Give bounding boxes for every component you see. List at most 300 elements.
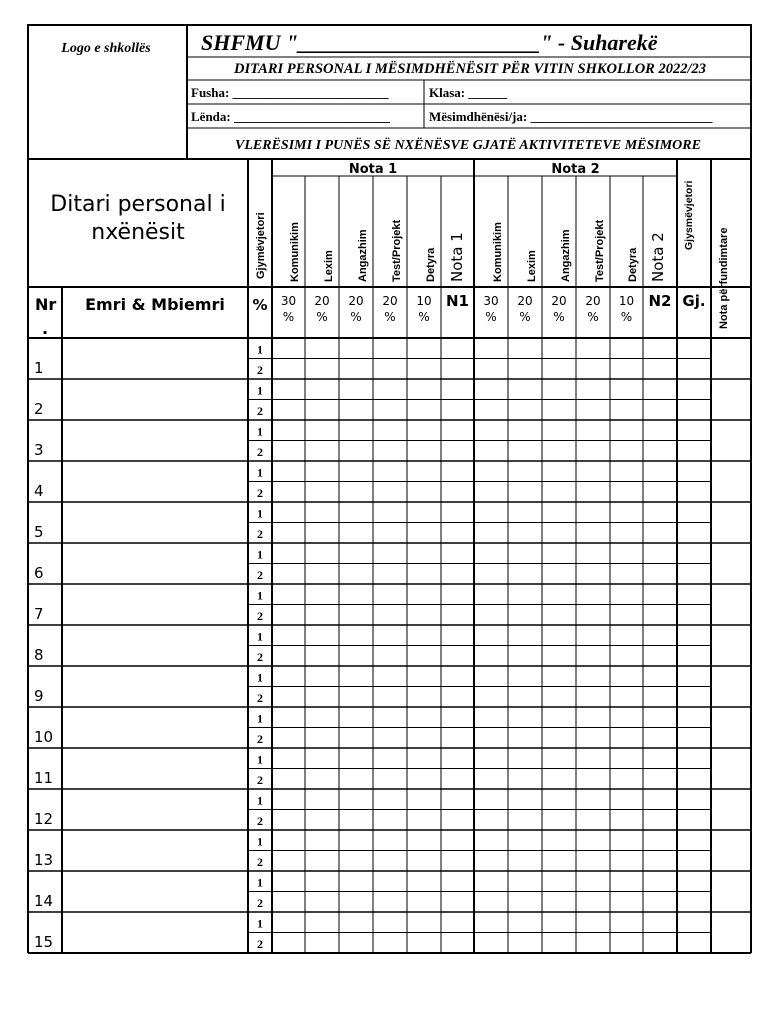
grade-cell[interactable] (441, 605, 474, 626)
grade-cell[interactable] (373, 871, 407, 892)
grade-cell[interactable] (407, 605, 441, 626)
student-name-cell[interactable] (62, 871, 248, 912)
grade-cell[interactable] (576, 543, 610, 564)
grade-cell[interactable] (576, 461, 610, 482)
grade-cell[interactable] (272, 482, 305, 503)
grade-cell[interactable] (272, 933, 305, 954)
grade-cell[interactable] (339, 379, 373, 400)
grade-cell[interactable] (576, 359, 610, 380)
grade-cell[interactable] (441, 523, 474, 544)
grade-cell[interactable] (373, 564, 407, 585)
grade-cell[interactable] (305, 543, 339, 564)
grade-cell[interactable] (441, 646, 474, 667)
grade-cell[interactable] (339, 502, 373, 523)
grade-cell[interactable] (542, 810, 576, 831)
grade-cell[interactable] (305, 687, 339, 708)
grade-cell[interactable] (643, 502, 677, 523)
grade-cell[interactable] (610, 625, 643, 646)
grade-cell[interactable] (508, 666, 542, 687)
grade-cell[interactable] (474, 338, 508, 359)
grade-cell[interactable] (610, 605, 643, 626)
grade-cell[interactable] (474, 892, 508, 913)
grade-cell[interactable] (643, 810, 677, 831)
grade-cell[interactable] (508, 789, 542, 810)
grade-cell[interactable] (542, 707, 576, 728)
grade-cell[interactable] (576, 584, 610, 605)
grade-cell[interactable] (643, 441, 677, 462)
student-name-cell[interactable] (62, 707, 248, 748)
grade-cell[interactable] (677, 646, 711, 667)
grade-cell[interactable] (542, 420, 576, 441)
grade-cell[interactable] (474, 646, 508, 667)
grade-cell[interactable] (441, 830, 474, 851)
student-name-cell[interactable] (62, 461, 248, 502)
student-name-cell[interactable] (62, 420, 248, 461)
grade-cell[interactable] (407, 441, 441, 462)
grade-cell[interactable] (542, 359, 576, 380)
grade-cell[interactable] (474, 420, 508, 441)
grade-cell[interactable] (441, 625, 474, 646)
final-grade-cell[interactable] (711, 420, 751, 461)
grade-cell[interactable] (508, 359, 542, 380)
subject-blank[interactable]: ________________________ (233, 109, 390, 124)
student-name-cell[interactable] (62, 830, 248, 871)
grade-cell[interactable] (305, 523, 339, 544)
grade-cell[interactable] (339, 605, 373, 626)
final-grade-cell[interactable] (711, 584, 751, 625)
student-name-cell[interactable] (62, 625, 248, 666)
grade-cell[interactable] (441, 912, 474, 933)
grade-cell[interactable] (610, 482, 643, 503)
grade-cell[interactable] (508, 605, 542, 626)
grade-cell[interactable] (610, 400, 643, 421)
grade-cell[interactable] (576, 482, 610, 503)
grade-cell[interactable] (407, 830, 441, 851)
grade-cell[interactable] (474, 851, 508, 872)
grade-cell[interactable] (643, 871, 677, 892)
grade-cell[interactable] (643, 666, 677, 687)
grade-cell[interactable] (677, 420, 711, 441)
grade-cell[interactable] (339, 461, 373, 482)
grade-cell[interactable] (373, 933, 407, 954)
grade-cell[interactable] (272, 461, 305, 482)
grade-cell[interactable] (474, 564, 508, 585)
grade-cell[interactable] (407, 379, 441, 400)
student-name-cell[interactable] (62, 502, 248, 543)
grade-cell[interactable] (272, 789, 305, 810)
grade-cell[interactable] (305, 789, 339, 810)
grade-cell[interactable] (272, 338, 305, 359)
grade-cell[interactable] (677, 400, 711, 421)
grade-cell[interactable] (272, 748, 305, 769)
grade-cell[interactable] (677, 933, 711, 954)
grade-cell[interactable] (474, 502, 508, 523)
grade-cell[interactable] (272, 810, 305, 831)
grade-cell[interactable] (407, 769, 441, 790)
grade-cell[interactable] (474, 687, 508, 708)
grade-cell[interactable] (542, 892, 576, 913)
grade-cell[interactable] (373, 338, 407, 359)
grade-cell[interactable] (576, 912, 610, 933)
grade-cell[interactable] (441, 379, 474, 400)
grade-cell[interactable] (542, 441, 576, 462)
grade-cell[interactable] (407, 564, 441, 585)
grade-cell[interactable] (610, 769, 643, 790)
grade-cell[interactable] (407, 338, 441, 359)
grade-cell[interactable] (407, 625, 441, 646)
grade-cell[interactable] (474, 789, 508, 810)
grade-cell[interactable] (272, 564, 305, 585)
grade-cell[interactable] (610, 502, 643, 523)
teacher-blank[interactable]: ____________________________ (530, 109, 713, 124)
grade-cell[interactable] (339, 523, 373, 544)
grade-cell[interactable] (610, 687, 643, 708)
grade-cell[interactable] (677, 584, 711, 605)
grade-cell[interactable] (610, 584, 643, 605)
grade-cell[interactable] (542, 605, 576, 626)
grade-cell[interactable] (677, 338, 711, 359)
grade-cell[interactable] (305, 400, 339, 421)
grade-cell[interactable] (508, 564, 542, 585)
final-grade-cell[interactable] (711, 912, 751, 953)
grade-cell[interactable] (508, 646, 542, 667)
grade-cell[interactable] (272, 871, 305, 892)
final-grade-cell[interactable] (711, 789, 751, 830)
grade-cell[interactable] (272, 687, 305, 708)
grade-cell[interactable] (474, 912, 508, 933)
grade-cell[interactable] (576, 933, 610, 954)
grade-cell[interactable] (373, 420, 407, 441)
grade-cell[interactable] (508, 338, 542, 359)
grade-cell[interactable] (305, 728, 339, 749)
grade-cell[interactable] (407, 461, 441, 482)
grade-cell[interactable] (576, 400, 610, 421)
grade-cell[interactable] (339, 769, 373, 790)
grade-cell[interactable] (339, 400, 373, 421)
grade-cell[interactable] (610, 461, 643, 482)
grade-cell[interactable] (576, 871, 610, 892)
grade-cell[interactable] (610, 666, 643, 687)
grade-cell[interactable] (272, 646, 305, 667)
grade-cell[interactable] (576, 441, 610, 462)
grade-cell[interactable] (677, 789, 711, 810)
grade-cell[interactable] (508, 400, 542, 421)
grade-cell[interactable] (508, 625, 542, 646)
grade-cell[interactable] (610, 892, 643, 913)
grade-cell[interactable] (373, 584, 407, 605)
grade-cell[interactable] (643, 584, 677, 605)
grade-cell[interactable] (677, 502, 711, 523)
grade-cell[interactable] (474, 748, 508, 769)
class-blank[interactable]: ______ (468, 85, 508, 100)
grade-cell[interactable] (339, 871, 373, 892)
school-blank[interactable]: ______________________ (298, 30, 541, 55)
grade-cell[interactable] (643, 605, 677, 626)
grade-cell[interactable] (441, 338, 474, 359)
grade-cell[interactable] (441, 461, 474, 482)
grade-cell[interactable] (677, 523, 711, 544)
grade-cell[interactable] (508, 769, 542, 790)
grade-cell[interactable] (272, 584, 305, 605)
grade-cell[interactable] (272, 892, 305, 913)
grade-cell[interactable] (305, 871, 339, 892)
grade-cell[interactable] (339, 564, 373, 585)
grade-cell[interactable] (542, 379, 576, 400)
grade-cell[interactable] (305, 359, 339, 380)
grade-cell[interactable] (305, 933, 339, 954)
grade-cell[interactable] (542, 646, 576, 667)
grade-cell[interactable] (677, 605, 711, 626)
grade-cell[interactable] (610, 810, 643, 831)
grade-cell[interactable] (508, 584, 542, 605)
grade-cell[interactable] (542, 502, 576, 523)
grade-cell[interactable] (610, 564, 643, 585)
grade-cell[interactable] (677, 461, 711, 482)
grade-cell[interactable] (339, 625, 373, 646)
grade-cell[interactable] (407, 523, 441, 544)
grade-cell[interactable] (508, 482, 542, 503)
grade-cell[interactable] (373, 625, 407, 646)
grade-cell[interactable] (373, 707, 407, 728)
grade-cell[interactable] (576, 605, 610, 626)
grade-cell[interactable] (508, 441, 542, 462)
grade-cell[interactable] (610, 728, 643, 749)
grade-cell[interactable] (508, 810, 542, 831)
grade-cell[interactable] (643, 748, 677, 769)
grade-cell[interactable] (441, 359, 474, 380)
grade-cell[interactable] (474, 523, 508, 544)
grade-cell[interactable] (508, 912, 542, 933)
grade-cell[interactable] (474, 441, 508, 462)
grade-cell[interactable] (576, 338, 610, 359)
grade-cell[interactable] (542, 482, 576, 503)
grade-cell[interactable] (407, 666, 441, 687)
grade-cell[interactable] (643, 482, 677, 503)
grade-cell[interactable] (373, 482, 407, 503)
grade-cell[interactable] (542, 666, 576, 687)
grade-cell[interactable] (643, 707, 677, 728)
grade-cell[interactable] (576, 646, 610, 667)
grade-cell[interactable] (305, 625, 339, 646)
grade-cell[interactable] (576, 420, 610, 441)
grade-cell[interactable] (407, 482, 441, 503)
grade-cell[interactable] (373, 461, 407, 482)
student-name-cell[interactable] (62, 912, 248, 953)
grade-cell[interactable] (474, 810, 508, 831)
grade-cell[interactable] (305, 748, 339, 769)
grade-cell[interactable] (677, 482, 711, 503)
grade-cell[interactable] (373, 810, 407, 831)
final-grade-cell[interactable] (711, 543, 751, 584)
grade-cell[interactable] (339, 646, 373, 667)
grade-cell[interactable] (441, 420, 474, 441)
grade-cell[interactable] (441, 769, 474, 790)
grade-cell[interactable] (542, 400, 576, 421)
grade-cell[interactable] (508, 851, 542, 872)
grade-cell[interactable] (542, 851, 576, 872)
grade-cell[interactable] (441, 666, 474, 687)
grade-cell[interactable] (407, 502, 441, 523)
grade-cell[interactable] (339, 748, 373, 769)
grade-cell[interactable] (339, 482, 373, 503)
grade-cell[interactable] (643, 400, 677, 421)
grade-cell[interactable] (339, 584, 373, 605)
grade-cell[interactable] (339, 441, 373, 462)
grade-cell[interactable] (508, 502, 542, 523)
grade-cell[interactable] (407, 748, 441, 769)
final-grade-cell[interactable] (711, 707, 751, 748)
grade-cell[interactable] (474, 584, 508, 605)
grade-cell[interactable] (373, 892, 407, 913)
grade-cell[interactable] (474, 400, 508, 421)
grade-cell[interactable] (305, 851, 339, 872)
grade-cell[interactable] (305, 564, 339, 585)
grade-cell[interactable] (474, 933, 508, 954)
grade-cell[interactable] (542, 769, 576, 790)
grade-cell[interactable] (474, 379, 508, 400)
grade-cell[interactable] (407, 687, 441, 708)
grade-cell[interactable] (643, 851, 677, 872)
grade-cell[interactable] (508, 748, 542, 769)
grade-cell[interactable] (576, 687, 610, 708)
grade-cell[interactable] (610, 789, 643, 810)
grade-cell[interactable] (508, 871, 542, 892)
grade-cell[interactable] (643, 830, 677, 851)
grade-cell[interactable] (441, 502, 474, 523)
student-name-cell[interactable] (62, 666, 248, 707)
grade-cell[interactable] (610, 748, 643, 769)
grade-cell[interactable] (508, 707, 542, 728)
grade-cell[interactable] (677, 769, 711, 790)
grade-cell[interactable] (474, 769, 508, 790)
final-grade-cell[interactable] (711, 871, 751, 912)
grade-cell[interactable] (441, 584, 474, 605)
student-name-cell[interactable] (62, 338, 248, 379)
grade-cell[interactable] (610, 543, 643, 564)
grade-cell[interactable] (441, 851, 474, 872)
grade-cell[interactable] (339, 810, 373, 831)
grade-cell[interactable] (643, 912, 677, 933)
grade-cell[interactable] (542, 728, 576, 749)
grade-cell[interactable] (643, 523, 677, 544)
grade-cell[interactable] (508, 933, 542, 954)
grade-cell[interactable] (305, 584, 339, 605)
grade-cell[interactable] (610, 646, 643, 667)
grade-cell[interactable] (576, 830, 610, 851)
grade-cell[interactable] (373, 400, 407, 421)
grade-cell[interactable] (407, 707, 441, 728)
grade-cell[interactable] (373, 646, 407, 667)
grade-cell[interactable] (407, 871, 441, 892)
grade-cell[interactable] (474, 707, 508, 728)
grade-cell[interactable] (339, 892, 373, 913)
grade-cell[interactable] (610, 441, 643, 462)
grade-cell[interactable] (576, 892, 610, 913)
grade-cell[interactable] (542, 871, 576, 892)
grade-cell[interactable] (643, 338, 677, 359)
grade-cell[interactable] (677, 810, 711, 831)
grade-cell[interactable] (272, 605, 305, 626)
grade-cell[interactable] (508, 379, 542, 400)
grade-cell[interactable] (508, 687, 542, 708)
grade-cell[interactable] (407, 359, 441, 380)
grade-cell[interactable] (272, 707, 305, 728)
grade-cell[interactable] (339, 830, 373, 851)
grade-cell[interactable] (610, 420, 643, 441)
final-grade-cell[interactable] (711, 830, 751, 871)
grade-cell[interactable] (474, 871, 508, 892)
grade-cell[interactable] (643, 687, 677, 708)
grade-cell[interactable] (677, 728, 711, 749)
grade-cell[interactable] (643, 728, 677, 749)
grade-cell[interactable] (441, 789, 474, 810)
grade-cell[interactable] (441, 543, 474, 564)
grade-cell[interactable] (677, 707, 711, 728)
grade-cell[interactable] (373, 379, 407, 400)
grade-cell[interactable] (407, 789, 441, 810)
grade-cell[interactable] (508, 461, 542, 482)
grade-cell[interactable] (272, 543, 305, 564)
grade-cell[interactable] (474, 461, 508, 482)
grade-cell[interactable] (474, 359, 508, 380)
grade-cell[interactable] (272, 379, 305, 400)
grade-cell[interactable] (407, 646, 441, 667)
grade-cell[interactable] (305, 502, 339, 523)
grade-cell[interactable] (643, 543, 677, 564)
grade-cell[interactable] (576, 379, 610, 400)
grade-cell[interactable] (305, 830, 339, 851)
grade-cell[interactable] (407, 810, 441, 831)
grade-cell[interactable] (610, 379, 643, 400)
grade-cell[interactable] (407, 851, 441, 872)
grade-cell[interactable] (508, 892, 542, 913)
final-grade-cell[interactable] (711, 461, 751, 502)
grade-cell[interactable] (677, 892, 711, 913)
grade-cell[interactable] (677, 666, 711, 687)
grade-cell[interactable] (643, 933, 677, 954)
grade-cell[interactable] (542, 584, 576, 605)
grade-cell[interactable] (272, 728, 305, 749)
grade-cell[interactable] (643, 625, 677, 646)
grade-cell[interactable] (576, 851, 610, 872)
grade-cell[interactable] (305, 338, 339, 359)
grade-cell[interactable] (643, 359, 677, 380)
final-grade-cell[interactable] (711, 625, 751, 666)
grade-cell[interactable] (407, 420, 441, 441)
student-name-cell[interactable] (62, 379, 248, 420)
grade-cell[interactable] (610, 338, 643, 359)
grade-cell[interactable] (508, 420, 542, 441)
grade-cell[interactable] (474, 482, 508, 503)
grade-cell[interactable] (305, 810, 339, 831)
grade-cell[interactable] (272, 830, 305, 851)
grade-cell[interactable] (441, 810, 474, 831)
grade-cell[interactable] (542, 338, 576, 359)
grade-cell[interactable] (677, 830, 711, 851)
grade-cell[interactable] (610, 523, 643, 544)
grade-cell[interactable] (339, 933, 373, 954)
grade-cell[interactable] (677, 379, 711, 400)
grade-cell[interactable] (339, 728, 373, 749)
final-grade-cell[interactable] (711, 338, 751, 379)
grade-cell[interactable] (643, 789, 677, 810)
field-blank[interactable]: ________________________ (232, 85, 389, 100)
grade-cell[interactable] (339, 912, 373, 933)
grade-cell[interactable] (542, 625, 576, 646)
grade-cell[interactable] (677, 441, 711, 462)
grade-cell[interactable] (643, 420, 677, 441)
grade-cell[interactable] (542, 461, 576, 482)
